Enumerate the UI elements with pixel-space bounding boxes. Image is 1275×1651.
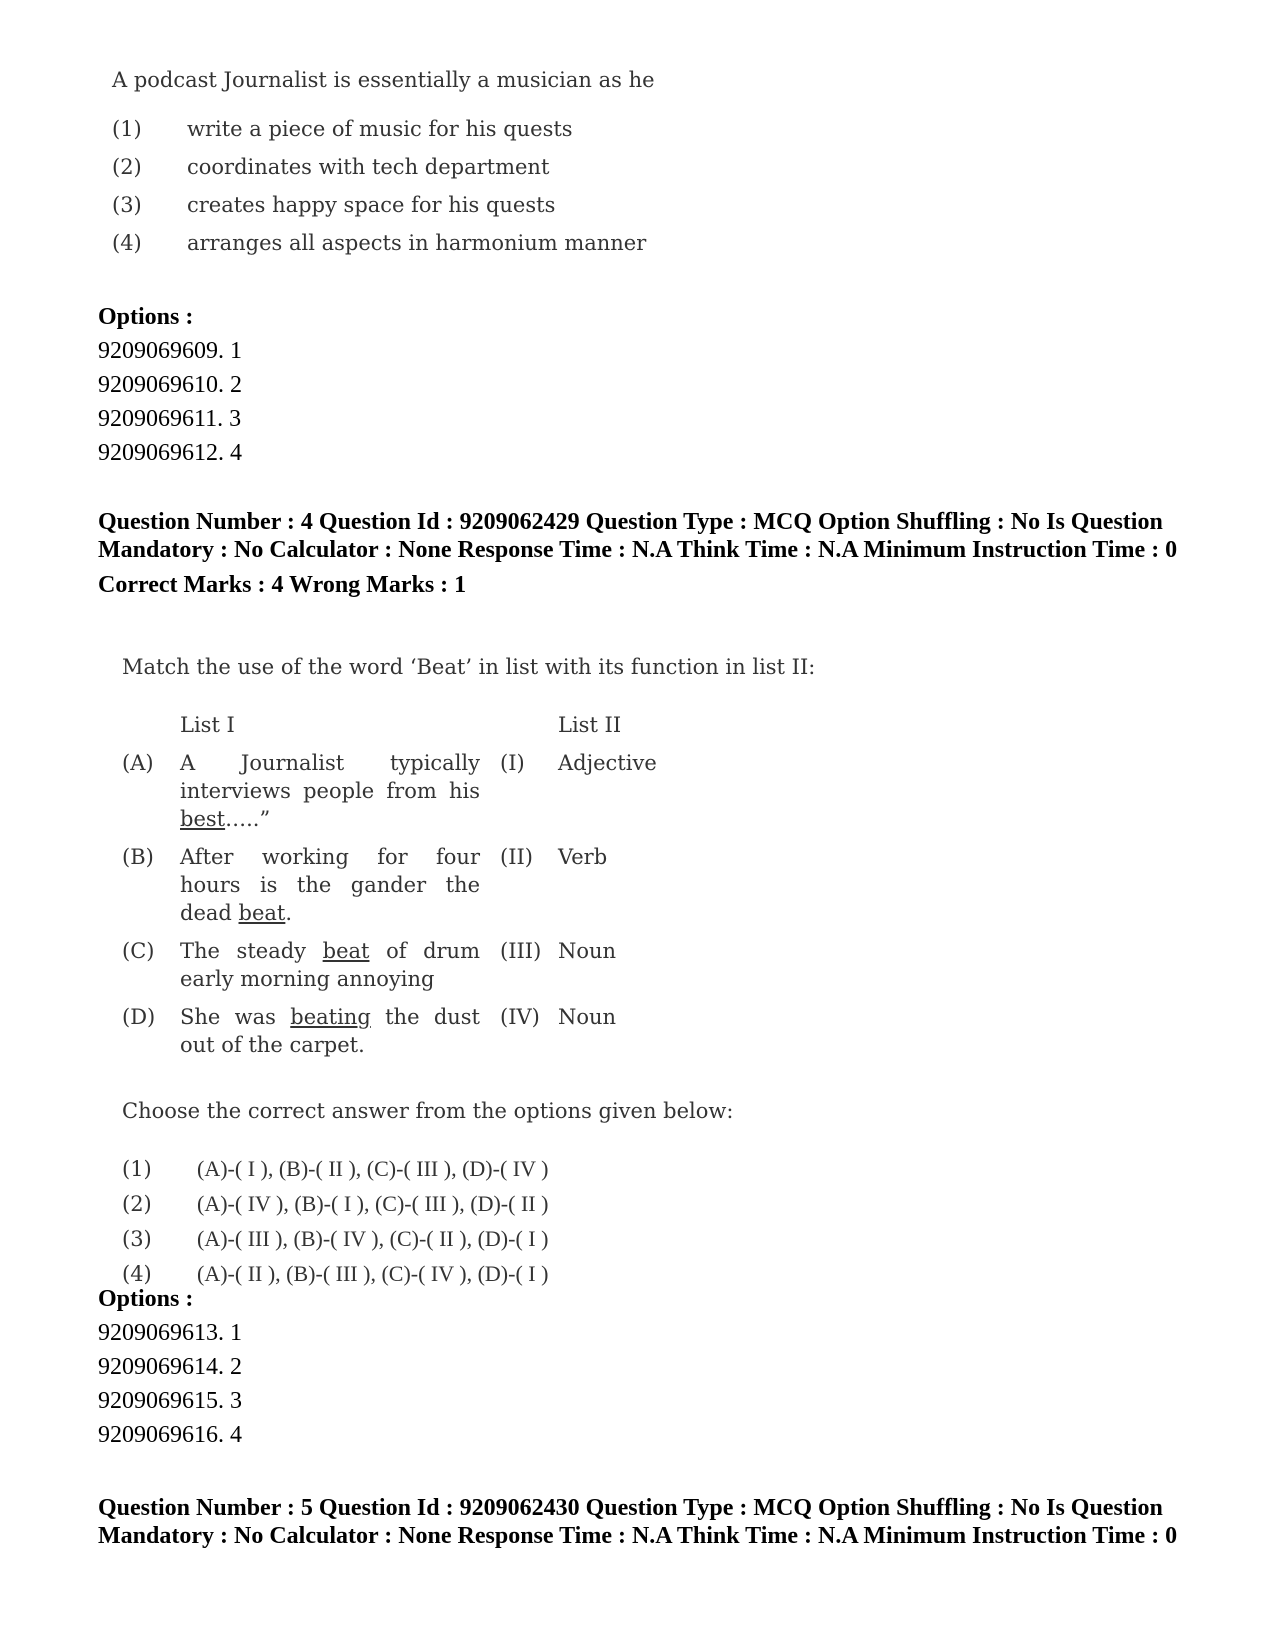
match-table — [122, 711, 708, 1069]
marks-line: Correct Marks : 4 Wrong Marks : 1 — [98, 572, 467, 598]
option-item: 9209069612. 4 — [98, 440, 242, 466]
table-row: (C) The steady beat of drum early morning annoying (III) Noun — [122, 939, 617, 991]
table-row: (A) A Journalist typically interviews people from his best…..” (I) Adjective — [122, 751, 657, 831]
option-item: 9209069610. 2 — [98, 372, 242, 398]
question-4-body — [122, 655, 822, 1291]
option-item: 9209069609. 1 — [98, 338, 242, 364]
table-row: (B) After working for four hours is the gander the dead beat. (II) Verb — [122, 845, 608, 925]
table-row: (D) She was beating the dust out of the carpet. (IV) Noun — [122, 1005, 617, 1057]
list-1-heading: List I — [180, 713, 235, 737]
option-item: 9209069616. 4 — [98, 1422, 242, 1448]
question-stem: Match the use of the word ‘Beat’ in list with its function in list II: — [122, 655, 816, 679]
option-item: 9209069611. 3 — [98, 406, 242, 432]
question-5-header — [98, 1494, 1178, 1550]
question-4-header — [98, 508, 1178, 602]
choice-item: (2) coordinates with tech department — [112, 155, 550, 179]
answer-item: (1) (A)-( I ), (B)-( II ), (C)-( III ), (D)-( IV ) — [122, 1155, 549, 1181]
answer-item: (3) (A)-( III ), (B)-( IV ), (C)-( II ), (D)-( I ) — [122, 1225, 549, 1251]
question-header: Question Number : 4 Question Id : 9209062429 Question Type : MCQ Option Shuffling : No Is Question Mandatory : No Calculator : None Response Time : N.A Think Time : N.A Minimum Instruction Time : 0 — [98, 509, 1178, 563]
question-3-options — [98, 300, 242, 470]
choice-item: (1) write a piece of music for his quests — [112, 117, 573, 141]
option-item: 9209069613. 1 — [98, 1320, 242, 1346]
choice-item: (3) creates happy space for his quests — [112, 193, 556, 217]
options-label: Options : — [98, 304, 194, 330]
option-item: 9209069615. 3 — [98, 1388, 242, 1414]
options-label: Options : — [98, 1286, 194, 1312]
choose-instruction: Choose the correct answer from the options given below: — [122, 1099, 734, 1123]
answer-item: (4) (A)-( II ), (B)-( III ), (C)-( IV ), (D)-( I ) — [122, 1260, 549, 1286]
question-stem: A podcast Journalist is essentially a musician as he — [112, 68, 655, 92]
match-table-header — [122, 711, 708, 749]
question-header: Question Number : 5 Question Id : 9209062430 Question Type : MCQ Option Shuffling : No Is Question Mandatory : No Calculator : None Response Time : N.A Think Time : N.A Minimum Instruction Time : 0 — [98, 1495, 1178, 1549]
list-2-heading: List II — [558, 713, 622, 737]
question-3-body — [112, 68, 732, 262]
option-item: 9209069614. 2 — [98, 1354, 242, 1380]
question-4-options — [98, 1282, 242, 1452]
choice-item: (4) arranges all aspects in harmonium manner — [112, 231, 647, 255]
answer-item: (2) (A)-( IV ), (B)-( I ), (C)-( III ), (D)-( II ) — [122, 1190, 549, 1216]
